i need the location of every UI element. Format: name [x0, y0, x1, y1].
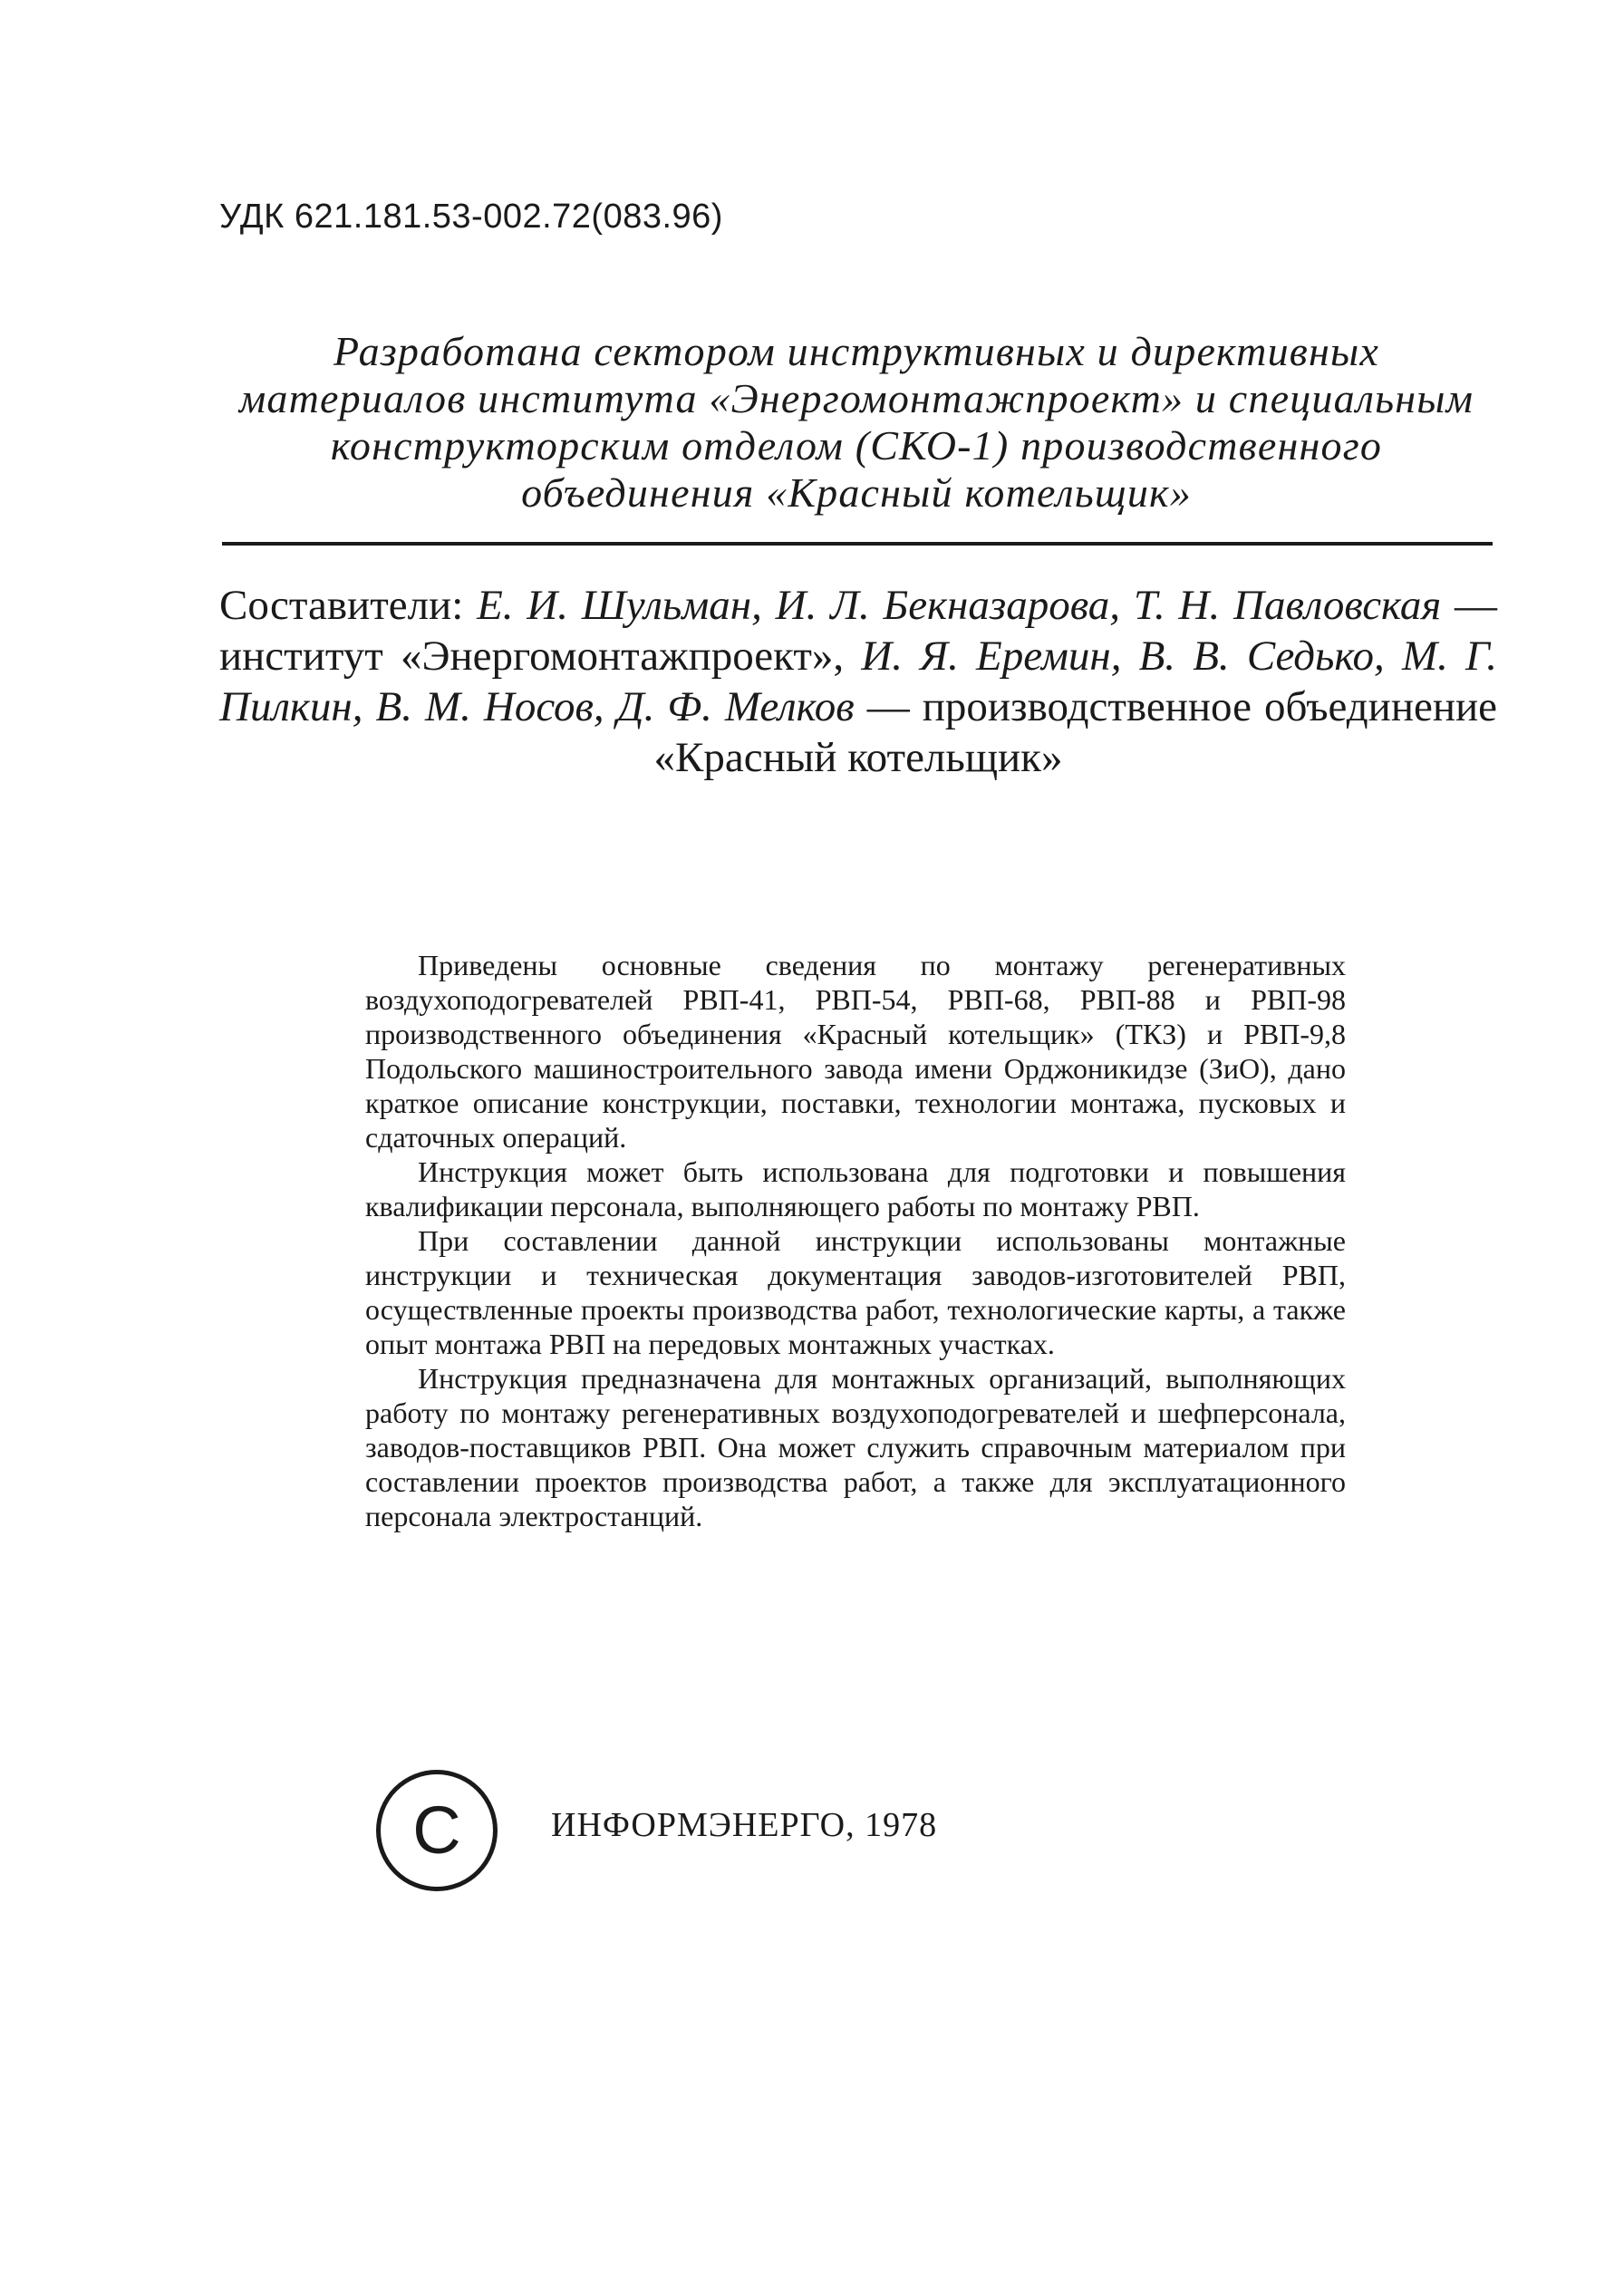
abstract-paragraph: Приведены основные сведения по монтажу регенеративных воздухоподогревателей РВП-41, РВП-54, РВП-68, РВП-88 и РВП-98 производственного объединения «Красный котельщик» (ТКЗ) и РВП-9,8 Подольского машиностроительного завода имени Орджоникидзе (ЗиО), дано краткое описание конструкции, поставки, технологии монтажа, пусковых и сдаточных операций.: [365, 949, 1346, 1154]
abstract: [365, 948, 1346, 1533]
udk-classification: УДК 621.181.53-002.72(083.96): [219, 198, 723, 236]
publisher-imprint: ИНФОРМЭНЕРГО, 1978: [551, 1806, 938, 1844]
abstract-paragraph: Инструкция предназначена для монтажных организаций, выполняющих работу по монтажу регенеративных воздухоподогревателей и шефперсонала, заводов-поставщиков РВП. Она может служить справочным материалом при составлении проектов производства работ, а также для эксплуатационного персонала электростанций.: [365, 1362, 1346, 1532]
compilers-names-group-2: И. Я. Еремин, В. В. Седько, М. Г. Пилкин, В. М. Носов, Д. Ф. Мелков: [219, 633, 1497, 730]
copyright-letter: C: [412, 1792, 461, 1868]
compilers-label: Составители:: [219, 582, 478, 629]
horizontal-divider: [222, 542, 1493, 546]
compilers-block: [219, 580, 1497, 783]
abstract-paragraph: При составлении данной инструкции использованы монтажные инструкции и техническая документация заводов-изготовителей РВП, осуществленные проекты производства работ, технологические карты, а также опыт монтажа РВП на передовых монтажных участках.: [365, 1224, 1346, 1360]
developed-by-statement: Разработана сектором инструктивных и директивных материалов института «Энергомонтажпроект» и специальным конструкторским отделом (СКО-1) производственного объединения «Красный котельщик»: [238, 328, 1474, 516]
compilers-org-1: — институт «Энергомонтажпроект»,: [219, 582, 1498, 680]
abstract-paragraph: Инструкция может быть использована для подготовки и повышения квалификации персонала, выполняющего работы по монтажу РВП.: [365, 1155, 1346, 1222]
compilers-names-group-1: Е. И. Шульман, И. Л. Бекназарова, Т. Н. Павловская: [477, 582, 1442, 629]
compilers-org-2: — производственное объединение «Красный котельщик»: [653, 683, 1497, 781]
copyright-icon: [376, 1770, 498, 1891]
